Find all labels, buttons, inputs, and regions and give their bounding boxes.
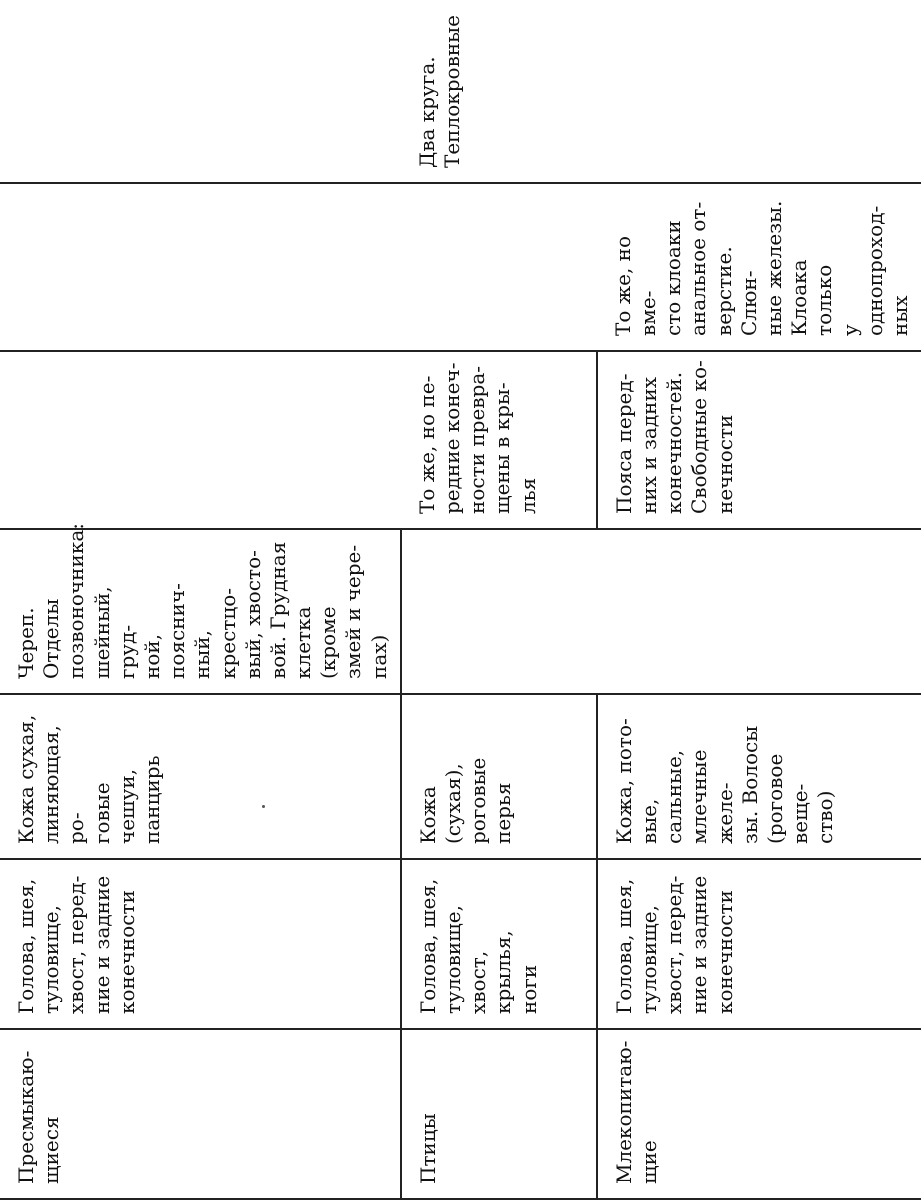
cell-body-parts: Голова, шея, туловище, хвост, перед- ние и задние конечности — [0, 859, 401, 1029]
cell-circulation: Два круга. Теплокровные — [401, 0, 597, 183]
cell-skeleton — [401, 529, 597, 694]
cell-skeleton: Череп. Отделы позвоночника: шейный, груд- ной, пояснич- ный, крестцо- вый, хвосто- вой. Грудная клетка (кроме змей и чере- пах) — [0, 529, 401, 694]
cell-integument: Кожа сухая, линяющая, ро- говые чешуи, панцирь — [0, 694, 401, 859]
table-row-mammals — [597, 0, 921, 1199]
cell-integument: Кожа (сухая), роговые перья — [401, 694, 597, 859]
cell-limbs — [0, 351, 401, 529]
cell-group: Млекопитаю- щие — [597, 1029, 921, 1199]
cell-integument: Кожа, пото- вые, сальные, млечные желе- зы. Волосы (роговое веще- ство) — [597, 694, 921, 859]
cell-skeleton — [597, 529, 921, 694]
cell-circulation — [597, 0, 921, 183]
scan-speck — [262, 805, 265, 808]
cell-limbs: То же, но пе- редние конеч- ности превра- щены в кры- лья — [401, 351, 597, 529]
cell-digestive — [0, 183, 401, 351]
cell-digestive: То же, но вме- сто клоаки анальное от- верстие. Слюн- ные железы. Клоака только у однопроход- ных — [597, 183, 921, 351]
cell-body-parts: Голова, шея, туловище, хвост, крылья, ноги — [401, 859, 597, 1029]
cell-limbs: Пояса перед- них и задних конечностей. Свободные ко- нечности — [597, 351, 921, 529]
table-row-birds — [401, 0, 597, 1199]
cell-body-parts: Голова, шея, туловище, хвост, перед- ние и задние конечности — [597, 859, 921, 1029]
table-row-reptiles — [0, 0, 401, 1199]
cell-digestive — [401, 183, 597, 351]
cell-circulation — [0, 0, 401, 183]
cell-group: Птицы — [401, 1029, 597, 1199]
cell-group: Пресмыкаю- щиеся — [0, 1029, 401, 1199]
